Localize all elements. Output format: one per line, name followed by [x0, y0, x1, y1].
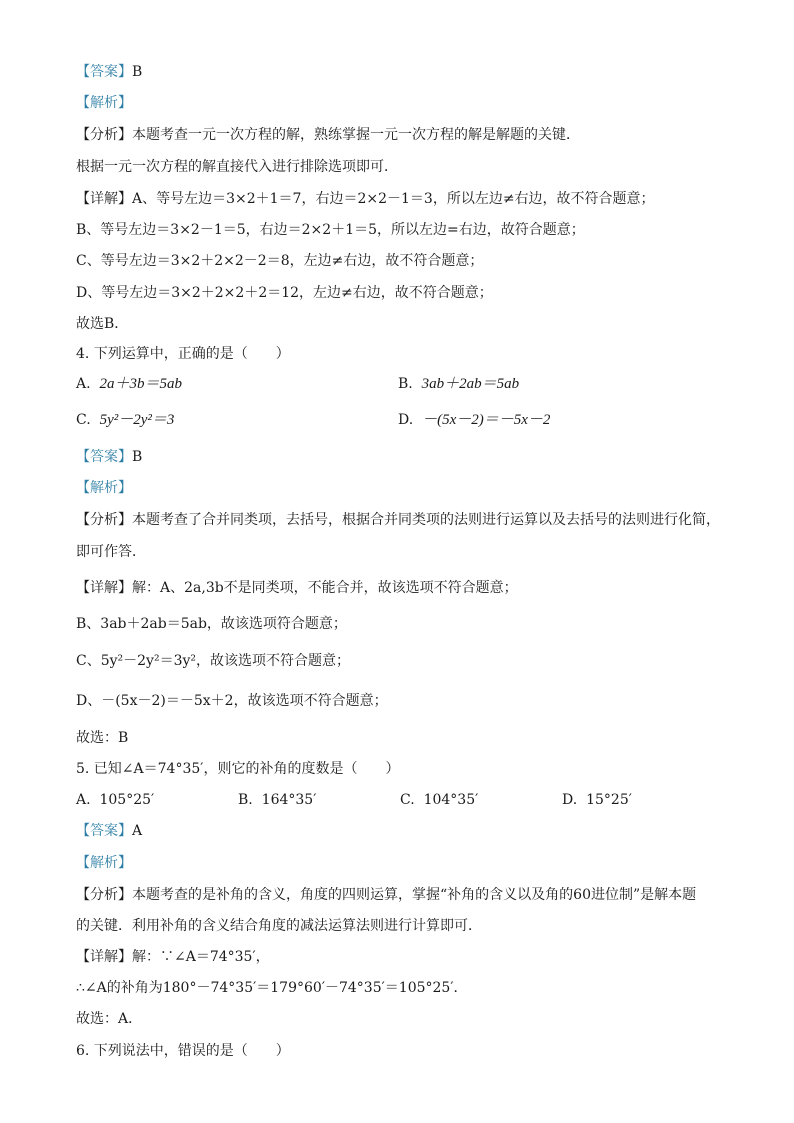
q3-fenxi-line-2: 根据一元一次方程的解直接代入进行排除选项即可．: [76, 159, 398, 175]
detail-tag: 【详解】: [76, 580, 132, 596]
option-label: A.: [76, 792, 91, 808]
q4-option-c: [76, 410, 174, 430]
analysis-tag: 【解析】: [76, 480, 132, 496]
q4-option-a: [76, 374, 182, 394]
answer-tag: 【答案】: [76, 64, 132, 80]
q4-detail-line-b: B、3ab＋2ab＝5ab，故该选项符合题意；: [76, 616, 347, 632]
q4-detail-line-a: [76, 578, 518, 598]
q4-fenxi-line: [76, 510, 720, 530]
fenxi-text: 本题考查的是补角的含义，角度的四则运算，掌握“补角的含义以及角的60进位制”是解本题: [132, 887, 697, 903]
fenxi-text: 本题考查了合并同类项，去括号，根据合并同类项的法则进行运算以及去括号的法则进行化简，: [132, 512, 720, 528]
q5-answer-line: [76, 821, 142, 841]
q4-stem: 4. 下列运算中，正确的是（ ）: [76, 346, 290, 362]
analysis-tag: 【解析】: [76, 855, 132, 871]
q5-conclusion: 故选：A．: [76, 1011, 143, 1027]
q4-detail-line-c: C、5y²－2y²＝3y²，故该选项不符合题意；: [76, 653, 350, 669]
answer-value: A: [132, 823, 143, 839]
answer-tag: 【答案】: [76, 823, 132, 839]
fenxi-tag: 【分析】: [76, 127, 132, 143]
q4-fenxi-line-2: 即可作答．: [76, 544, 146, 560]
q5-detail-line-b: ∴∠A的补角为180°－74°35′＝179°60′－74°35′＝105°25′．: [76, 980, 468, 996]
option-label: C.: [400, 792, 415, 808]
option-value: 104°35′: [423, 792, 479, 808]
option-value: 105°25′: [99, 792, 155, 808]
option-expression: 3ab＋2ab＝5ab: [421, 376, 520, 392]
q5-fenxi-line-2: 的关键．利用补角的含义结合角度的减法运算法则进行计算即可．: [76, 918, 482, 934]
detail-text: 解：∵∠A＝74°35′，: [132, 949, 270, 965]
fenxi-tag: 【分析】: [76, 887, 132, 903]
q6-stem: 6. 下列说法中，错误的是（ ）: [76, 1043, 290, 1059]
q4-detail-line-d: D、－(5x－2)＝－5x＋2，故该选项不符合题意；: [76, 693, 388, 709]
q4-conclusion: 故选：B: [76, 730, 129, 746]
q3-detail-line-c: C、等号左边＝3×2＋2×2－2＝8，左边≠右边，故不符合题意；: [76, 253, 484, 269]
fenxi-tag: 【分析】: [76, 512, 132, 528]
q5-analysis-line: [76, 853, 132, 873]
q5-option-d: [562, 790, 632, 810]
option-label: A.: [76, 376, 91, 392]
analysis-tag: 【解析】: [76, 95, 132, 111]
detail-text: A、等号左边＝3×2＋1＝7，右边＝2×2－1＝3，所以左边≠右边，故不符合题意；: [132, 191, 655, 207]
detail-tag: 【详解】: [76, 191, 132, 207]
q3-fenxi-line: [76, 125, 580, 145]
q3-detail-line-d: D、等号左边＝3×2＋2×2＋2＝12，左边≠右边，故不符合题意；: [76, 285, 493, 301]
fenxi-text: 本题考查一元一次方程的解，熟练掌握一元一次方程的解是解题的关键．: [132, 127, 580, 143]
detail-tag: 【详解】: [76, 949, 132, 965]
option-value: 164°35′: [261, 792, 317, 808]
q5-option-a: [76, 790, 154, 810]
option-label: B.: [398, 376, 413, 392]
option-label: D.: [562, 792, 578, 808]
answer-tag: 【答案】: [76, 449, 132, 465]
option-label: D.: [398, 412, 414, 428]
answer-value: B: [132, 64, 143, 80]
q3-detail-line-a: [76, 189, 655, 209]
q3-conclusion: 故选B．: [76, 316, 129, 332]
q4-answer-line: [76, 447, 142, 467]
q5-option-b: [238, 790, 316, 810]
q4-option-b: [398, 374, 519, 394]
answer-value: B: [132, 449, 143, 465]
q5-detail-line-a: [76, 947, 270, 967]
q3-detail-line-b: B、等号左边＝3×2－1＝5，右边＝2×2＋1＝5，所以左边=右边，故符合题意；: [76, 222, 585, 238]
option-expression: 5y²－2y²＝3: [99, 412, 175, 428]
q4-option-d: [398, 410, 550, 430]
q3-answer-line: [76, 62, 142, 82]
option-label: B.: [238, 792, 253, 808]
q4-analysis-line: [76, 478, 132, 498]
q5-fenxi-line: [76, 885, 696, 905]
detail-text: 解：A、2a,3b不是同类项，不能合并，故该选项不符合题意；: [132, 580, 518, 596]
q5-stem: 5. 已知∠A＝74°35′，则它的补角的度数是（ ）: [76, 761, 400, 777]
option-label: C.: [76, 412, 91, 428]
q5-option-c: [400, 790, 478, 810]
option-expression: 2a＋3b＝5ab: [99, 376, 182, 392]
option-value: 15°25′: [586, 792, 632, 808]
option-expression: －(5x－2)＝－5x－2: [422, 412, 551, 428]
q3-analysis-line: [76, 93, 132, 113]
